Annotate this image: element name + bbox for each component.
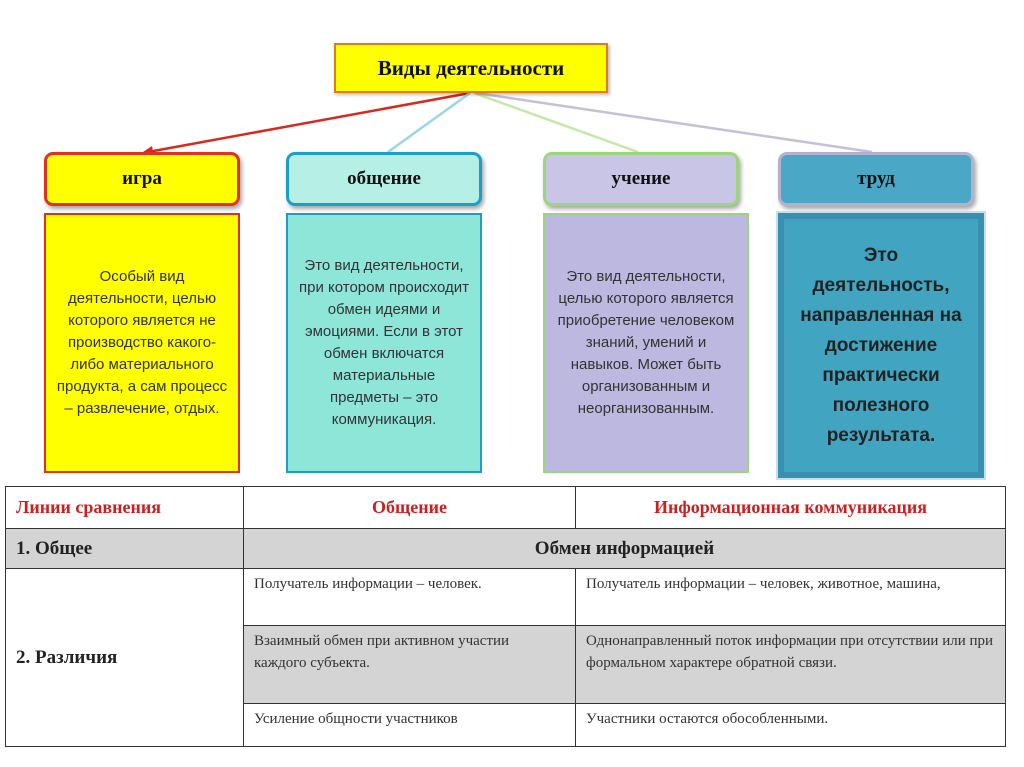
diff-info-cell: Участники остаются обособленными. bbox=[576, 704, 1006, 747]
header-comparison-lines: Линии сравнения bbox=[6, 487, 244, 529]
branch-game-title: игра bbox=[44, 152, 240, 206]
connector-to-communication bbox=[388, 93, 470, 152]
branch-study-description bbox=[543, 213, 749, 473]
diff-communication-cell: Усиление общности участников bbox=[244, 704, 576, 747]
table-row-general bbox=[6, 529, 1006, 569]
differences-label: 2. Различия bbox=[6, 569, 244, 747]
connector-to-labor bbox=[476, 93, 872, 152]
branch-labor-title: труд bbox=[778, 152, 974, 206]
general-value: Обмен информацией bbox=[244, 529, 1006, 569]
study-description-text: Это вид деятельности, целью которого является приобретение человеком знаний, умений и навыков. Может быть организованным и неорганизованным. bbox=[557, 268, 735, 417]
table-row bbox=[6, 569, 1006, 626]
branch-labor-description bbox=[778, 213, 984, 478]
game-description-text: Особый вид деятельности, целью которого является не производство какого-либо материального продукта, а сам процесс – развлечение, отдых. bbox=[56, 268, 228, 417]
header-info-communication: Информационная коммуникация bbox=[576, 487, 1006, 529]
table-header-row bbox=[6, 487, 1006, 529]
branch-game-description bbox=[44, 213, 240, 473]
root-node: Виды деятельности bbox=[334, 43, 608, 93]
communication-description-text: Это вид деятельности, при котором происходит обмен идеями и эмоциями. Если в этот обмен включатся материальные предметы – это коммуникация. bbox=[299, 257, 469, 428]
branch-communication-description bbox=[286, 213, 482, 473]
diff-info-cell: Однонаправленный поток информации при отсутствии или при формальном характере обратной связи. bbox=[576, 626, 1006, 704]
diff-communication-cell: Взаимный обмен при активном участии каждого субъекта. bbox=[244, 626, 576, 704]
diff-communication-cell: Получатель информации – человек. bbox=[244, 569, 576, 626]
labor-description-text: Это деятельность, направленная на достижение практически полезного результата. bbox=[800, 244, 962, 446]
diff-info-cell: Получатель информации – человек, животное, машина, bbox=[576, 569, 1006, 626]
comparison-table bbox=[5, 486, 1006, 747]
branch-study-title: учение bbox=[543, 152, 739, 206]
general-label: 1. Общее bbox=[6, 529, 244, 569]
connector-to-game bbox=[148, 93, 470, 152]
connector-to-study bbox=[474, 93, 638, 152]
branch-communication-title: общение bbox=[286, 152, 482, 206]
header-communication: Общение bbox=[244, 487, 576, 529]
